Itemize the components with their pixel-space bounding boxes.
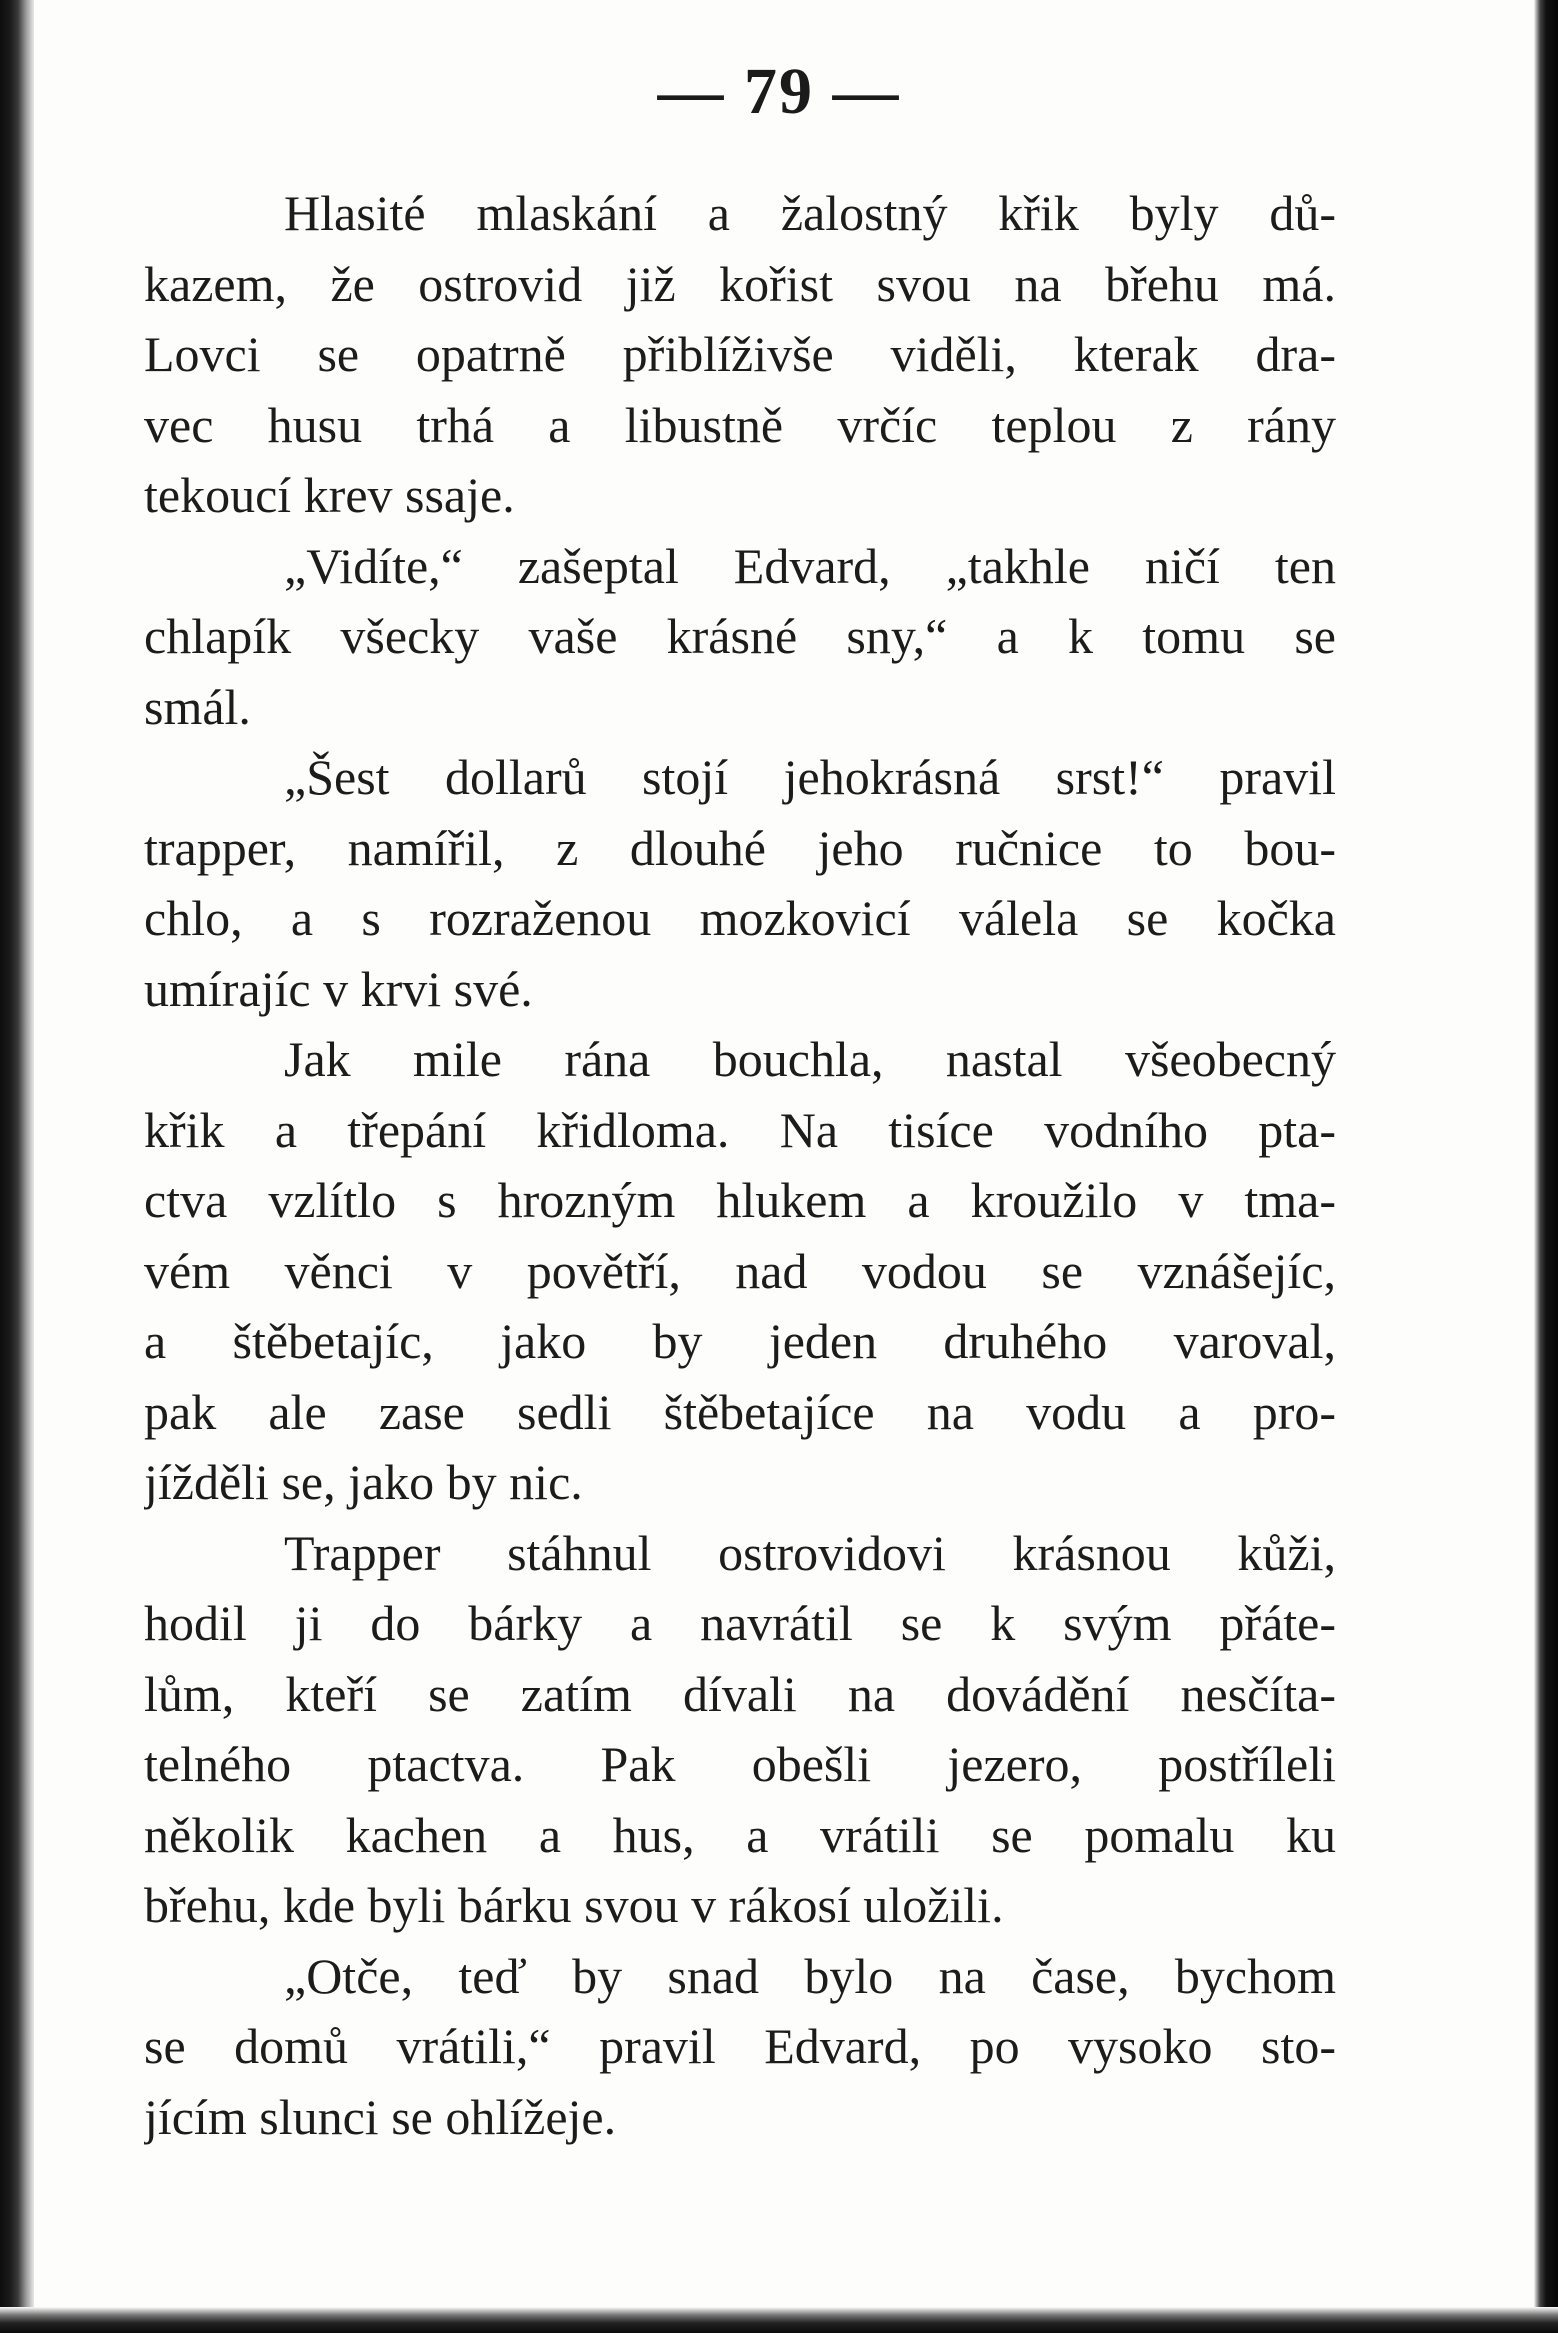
text-line: jícím slunci se ohlížeje. [144, 2088, 617, 2145]
scan-edge-left [0, 0, 34, 2333]
text-line: tekoucí krev ssaje. [144, 467, 515, 523]
text-line: umírajíc v krvi své. [144, 960, 533, 1017]
text-line: vém věnci v povětří, nad vodou se vznášejíc, [144, 1242, 1336, 1299]
text-line: „Vidíte,“ zašeptal Edvard, „takhle ničí ten [284, 537, 1336, 594]
text-line: lům, kteří se zatím dívali na dovádění nesčíta- [144, 1665, 1336, 1722]
text-line: „Šest dollarů stojí jehokrásná srst!“ pravil [284, 749, 1336, 805]
text-line: pak ale zase sedli štěbetajíce na vodu a pro- [144, 1383, 1336, 1440]
text-line: ctva vzlítlo s hrozným hlukem a kroužilo v tma- [144, 1172, 1336, 1228]
text-line: „Otče, teď by snad bylo na čase, bychom [284, 1947, 1336, 2004]
text-line: Hlasité mlaskání a žalostný křik byly dů- [284, 185, 1336, 241]
text-line: Lovci se opatrně přiblíživše viděli, kterak dra- [144, 326, 1336, 382]
text-line: se domů vrátili,“ pravil Edvard, po vysoko sto- [144, 2018, 1336, 2074]
text-line: břehu, kde byli bárku svou v rákosí uložili. [144, 1877, 1004, 1933]
text-line: telného ptactva. Pak obešli jezero, postříleli [144, 1736, 1336, 1792]
text-line: smál. [144, 678, 251, 735]
text-line: vec husu trhá a libustně vrčíc teplou z rány [144, 396, 1336, 453]
text-line: několik kachen a hus, a vrátili se pomalu ku [144, 1806, 1336, 1863]
scan-edge-bottom [0, 2307, 1558, 2333]
text-line: a štěbetajíc, jako by jeden druhého varoval, [144, 1313, 1336, 1369]
body-text [144, 178, 1336, 2152]
text-line: hodil ji do bárky a navrátil se k svým přáte- [144, 1595, 1336, 1651]
text-line: křik a třepání křidloma. Na tisíce vodního pta- [144, 1101, 1336, 1158]
scan-edge-right [1534, 0, 1558, 2333]
text-line: Trapper stáhnul ostrovidovi krásnou kůži, [284, 1524, 1336, 1581]
text-line: jížděli se, jako by nic. [144, 1454, 583, 1510]
text-line: chlapík všecky vaše krásné sny,“ a k tomu se [144, 608, 1336, 664]
text-line: Jak mile rána bouchla, nastal všeobecný [284, 1031, 1336, 1087]
text-line: kazem, že ostrovid již kořist svou na břehu má. [144, 255, 1336, 312]
text-line: chlo, a s rozraženou mozkovicí válela se kočka [144, 890, 1336, 946]
text-line: trapper, namířil, z dlouhé jeho ručnice to bou- [144, 819, 1336, 876]
page-number-header: — 79 — [657, 55, 901, 128]
